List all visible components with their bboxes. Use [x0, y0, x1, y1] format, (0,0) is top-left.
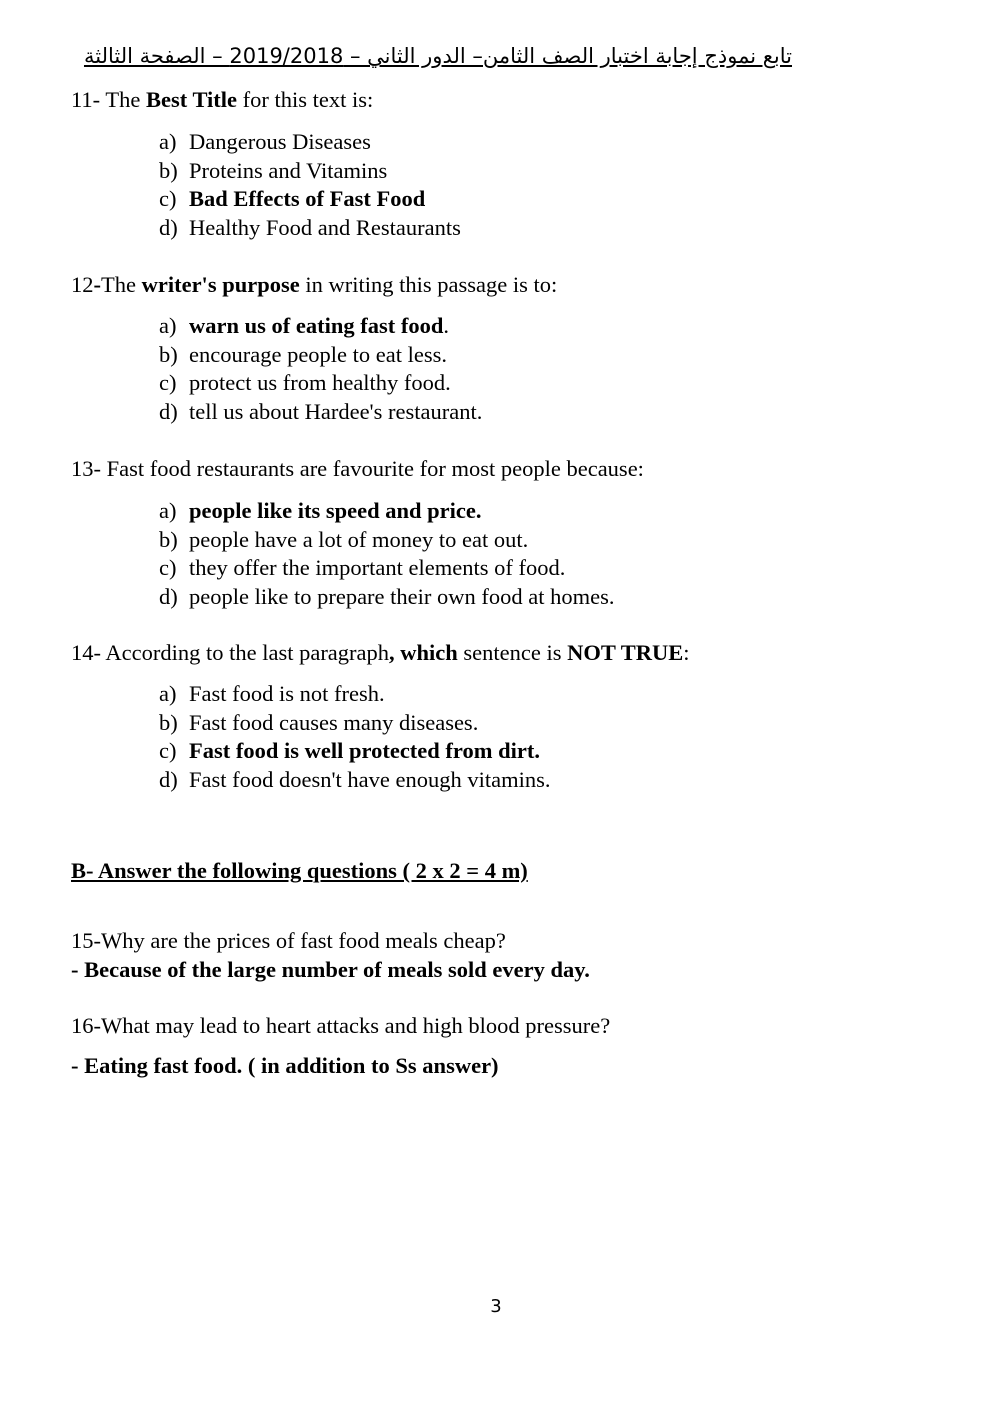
question-14: 14- According to the last paragraph, which sentence is NOT TRUE: — [71, 640, 690, 665]
option-12-c: c) protect us from healthy food. — [159, 370, 451, 396]
question-15: 15-Why are the prices of fast food meals cheap? — [71, 928, 506, 953]
option-13-d: d) people like to prepare their own food at homes. — [159, 583, 615, 609]
option-14-d: d) Fast food doesn't have enough vitamins. — [159, 766, 551, 792]
option-14-b: b) Fast food causes many diseases. — [159, 709, 479, 735]
question-16: 16-What may lead to heart attacks and high blood pressure? — [71, 1013, 611, 1038]
option-13-a: a) people like its speed and price. — [159, 498, 482, 523]
option-11-b: b) Proteins and Vitamins — [159, 157, 388, 183]
option-13-c: c) they offer the important elements of food. — [159, 555, 566, 581]
option-14-a: a) Fast food is not fresh. — [159, 681, 385, 706]
question-12: 12-The writer's purpose in writing this passage is to: — [71, 272, 558, 297]
question-11: 11- The Best Title for this text is: — [71, 87, 374, 112]
section-b-title: B- Answer the following questions ( 2 x 2 = 4 m) — [71, 858, 528, 883]
answer-15: - Because of the large number of meals sold every day. — [71, 957, 590, 982]
option-11-d: d) Healthy Food and Restaurants — [159, 214, 461, 240]
option-11-c: c) Bad Effects of Fast Food — [159, 186, 426, 212]
answer-16: - Eating fast food. ( in addition to Ss answer) — [71, 1053, 499, 1078]
option-12-b: b) encourage people to eat less. — [159, 341, 448, 367]
option-12-d: d) tell us about Hardee's restaurant. — [159, 398, 483, 424]
page-number: 3 — [490, 1296, 502, 1317]
option-14-c: c) Fast food is well protected from dirt. — [159, 738, 540, 764]
option-12-a: a) warn us of eating fast food. — [159, 313, 450, 338]
question-13: 13- Fast food restaurants are favourite for most people because: — [71, 456, 644, 481]
question-11-options — [159, 128, 461, 242]
question-14-options — [159, 680, 551, 794]
page-header: تابع نموذج إجابة اختبار الصف الثامن– الدور الثاني – 2019/2018 – الصفحة الثالثة — [83, 44, 792, 68]
option-13-b: b) people have a lot of money to eat out. — [159, 526, 529, 552]
question-12-options — [159, 312, 482, 426]
question-13-options — [159, 497, 615, 611]
option-11-a: a) Dangerous Diseases — [159, 129, 371, 154]
